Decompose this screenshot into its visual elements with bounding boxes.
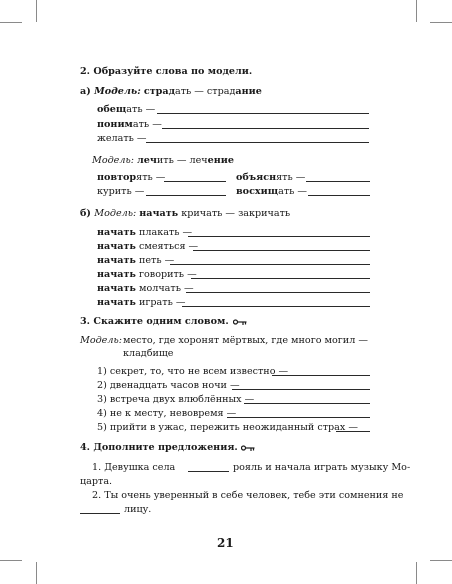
sentence-2: 2. Ты очень уверенный в себе человек, тебе эти сомнения не [92, 490, 404, 501]
crop-mark [0, 22, 22, 23]
answer-line[interactable] [227, 417, 370, 418]
answer-line[interactable] [191, 278, 370, 279]
answer-line[interactable] [162, 128, 369, 129]
word-item: восхищать — [236, 186, 308, 197]
word-item: начать молчать — [97, 283, 194, 294]
exercise-3-title: 3. Скажите одним словом. [80, 316, 229, 327]
sentence-1: 1. Девушка села [92, 462, 176, 473]
crop-mark [416, 0, 417, 22]
word-item: начать говорить — [97, 269, 197, 280]
answer-line[interactable] [80, 513, 120, 514]
word-item: желать — [97, 133, 147, 144]
word-item: объяснять — [236, 172, 306, 183]
exercise-4-title: 4. Дополните предложения. [80, 442, 238, 453]
answer-line[interactable] [146, 195, 226, 196]
crop-mark [36, 562, 37, 584]
key-icon [233, 318, 247, 326]
answer-line[interactable] [170, 264, 370, 265]
answer-line[interactable] [232, 389, 370, 390]
word-item: начать плакать — [97, 227, 193, 238]
model-b: б) Модель: начать кричать — закричать [80, 208, 291, 219]
word-item: повторять — [97, 172, 166, 183]
model-3-answer: кладбище [123, 348, 174, 359]
answer-line[interactable] [164, 181, 226, 182]
crop-mark [416, 562, 417, 584]
model-3: Модель: [80, 335, 122, 346]
crop-mark [36, 0, 37, 22]
word-item: понимать — [97, 119, 162, 130]
word-item: начать смеяться — [97, 241, 199, 252]
word-item: начать петь — [97, 255, 175, 266]
key-icon [241, 444, 255, 452]
answer-line[interactable] [193, 250, 370, 251]
model-3-text: место, где хоронят мёртвых, где много могил — [123, 335, 368, 346]
crop-mark [0, 560, 22, 561]
definition-item: 1) секрет, то, что не всем известно — [97, 366, 289, 377]
sentence-1-end: царта. [80, 476, 113, 487]
answer-line[interactable] [188, 471, 229, 472]
answer-line[interactable] [182, 306, 370, 307]
model-2: Модель: лечить — лечение [92, 155, 234, 166]
definition-item: 3) встреча двух влюблённых — [97, 394, 255, 405]
crop-mark [430, 22, 452, 23]
answer-line[interactable] [308, 195, 370, 196]
answer-line[interactable] [188, 236, 370, 237]
definition-item: 5) прийти в ужас, пережить неожиданный страх — [97, 422, 358, 433]
answer-line[interactable] [186, 292, 370, 293]
sentence-2-end: лицу. [124, 504, 152, 515]
word-item: обещать — [97, 104, 156, 115]
definition-item: 2) двенадцать часов ночи — [97, 380, 240, 391]
answer-line[interactable] [306, 181, 370, 182]
page-number: 21 [217, 536, 234, 550]
answer-line[interactable] [272, 375, 370, 376]
word-item: начать играть — [97, 297, 186, 308]
answer-line[interactable] [157, 113, 369, 114]
definition-item: 4) не к месту, невовремя — [97, 408, 237, 419]
sentence-1-cont: рояль и начала играть музыку Мо- [233, 462, 411, 473]
model-a: а) Модель: страдать — страдание [80, 86, 262, 97]
exercise-2-title: 2. Образуйте слова по модели. [80, 66, 253, 77]
answer-line[interactable] [244, 403, 370, 404]
answer-line[interactable] [146, 142, 369, 143]
answer-line[interactable] [336, 431, 370, 432]
crop-mark [430, 560, 452, 561]
word-item: курить — [97, 186, 145, 197]
